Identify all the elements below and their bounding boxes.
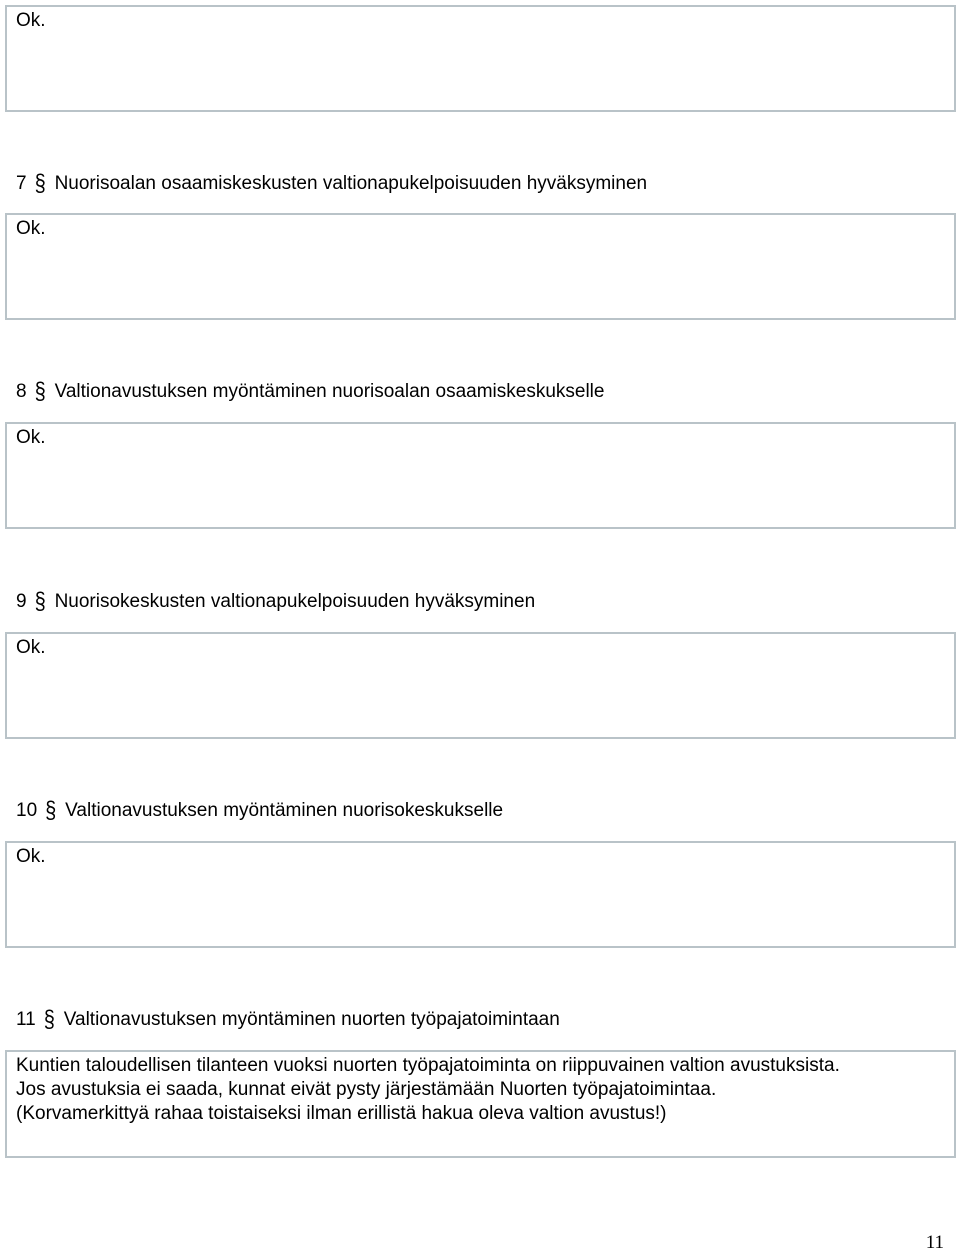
answer-box-10[interactable] <box>5 841 956 948</box>
question-title: Nuorisoalan osaamiskeskusten valtionapukelpoisuuden hyväksyminen <box>54 173 648 194</box>
answer-text: Ok. <box>16 10 46 31</box>
question-number: 9 <box>16 591 27 612</box>
section-sign: § <box>43 1006 55 1034</box>
section-sign: § <box>34 170 46 198</box>
question-11-heading <box>16 1008 560 1032</box>
answer-box-9[interactable] <box>5 632 956 739</box>
question-number: 8 <box>16 381 27 402</box>
question-10-heading <box>16 799 503 823</box>
question-number: 7 <box>16 173 27 194</box>
answer-box-6[interactable] <box>5 5 956 112</box>
question-9-heading <box>16 590 535 614</box>
answer-text: Ok. <box>16 427 46 448</box>
answer-text-line: Kuntien taloudellisen tilanteen vuoksi nuorten työpajatoiminta on riippuvainen valtion avustuksista. <box>16 1055 840 1076</box>
answer-text: Ok. <box>16 218 46 239</box>
question-number: 10 <box>16 800 38 821</box>
section-sign: § <box>34 588 46 616</box>
answer-box-8[interactable] <box>5 422 956 529</box>
answer-text: Ok. <box>16 637 46 658</box>
question-title: Nuorisokeskusten valtionapukelpoisuuden hyväksyminen <box>54 591 536 612</box>
question-title: Valtionavustuksen myöntäminen nuorten työpajatoimintaan <box>63 1009 560 1030</box>
section-sign: § <box>34 378 46 406</box>
page-number: 11 <box>925 1232 944 1253</box>
answer-text-line: (Korvamerkittyä rahaa toistaiseksi ilman erillistä hakua oleva valtion avustus!) <box>16 1103 667 1124</box>
question-8-heading <box>16 380 604 404</box>
question-title: Valtionavustuksen myöntäminen nuorisoalan osaamiskeskukselle <box>54 381 605 402</box>
answer-text-line: Jos avustuksia ei saada, kunnat eivät pysty järjestämään Nuorten työpajatoimintaa. <box>16 1079 717 1100</box>
section-sign: § <box>45 797 57 825</box>
answer-text: Ok. <box>16 846 46 867</box>
question-7-heading <box>16 172 647 196</box>
answer-box-7[interactable] <box>5 213 956 320</box>
question-number: 11 <box>16 1009 36 1030</box>
answer-box-11[interactable] <box>5 1050 956 1158</box>
question-title: Valtionavustuksen myöntäminen nuorisokeskukselle <box>65 800 504 821</box>
